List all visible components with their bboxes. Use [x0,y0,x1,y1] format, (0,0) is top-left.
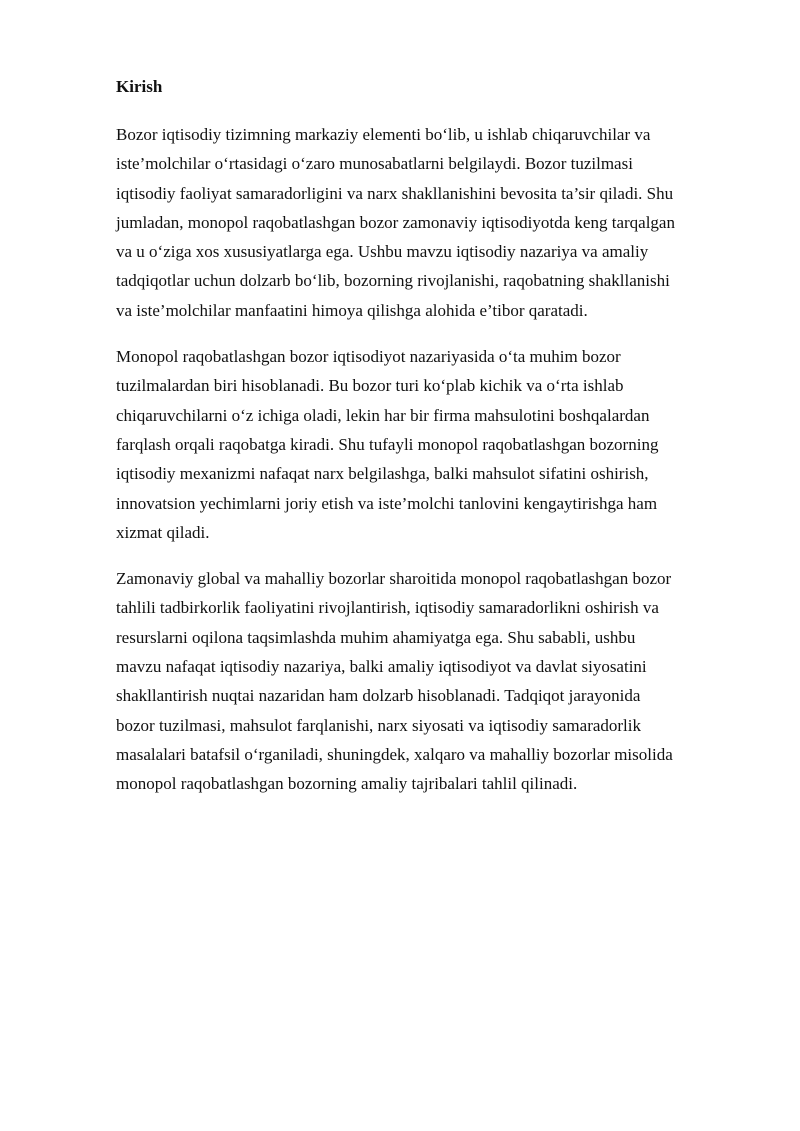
text-line: resurslarni oqilona taqsimlashda muhim ahamiyatga ega. Shu sababli, ushbu [116,627,636,647]
document-body [116,74,736,816]
paragraph-1 [116,120,736,325]
text-line: tahlili tadbirkorlik faoliyatini rivojlantirish, iqtisodiy samaradorlikni oshirish va [116,598,659,618]
text-line: chiqaruvchilarni o‘z ichiga oladi, lekin har bir firma mahsulotini boshqalardan [116,405,650,425]
text-line: tuzilmalardan biri hisoblanadi. Bu bozor turi ko‘plab kichik va o‘rta ishlab [116,376,624,396]
text-line: iste’molchilar o‘rtasidagi o‘zaro munosabatlarni belgilaydi. Bozor tuzilmasi [116,154,633,174]
text-line: innovatsion yechimlarni joriy etish va iste’molchi tanlovini kengaytirishga ham [116,493,658,513]
text-line: masalalari batafsil o‘rganiladi, shuningdek, xalqaro va mahalliy bozorlar misolida [116,744,673,764]
text-line: Monopol raqobatlashgan bozor iqtisodiyot nazariyasida o‘ta muhim bozor [116,347,621,367]
text-line: xizmat qiladi. [116,522,210,542]
paragraph-2 [116,342,736,547]
text-line: monopol raqobatlashgan bozorning amaliy tajribalari tahlil qilinadi. [116,774,578,794]
text-line: va u o‘ziga xos xususiyatlarga ega. Ushbu mavzu iqtisodiy nazariya va amaliy [116,242,649,262]
text-line: bozor tuzilmasi, mahsulot farqlanishi, narx siyosati va iqtisodiy samaradorlik [116,715,642,735]
text-line: iqtisodiy mexanizmi nafaqat narx belgilashga, balki mahsulot sifatini oshirish, [116,464,649,484]
paragraph-3 [116,564,736,798]
text-line: jumladan, monopol raqobatlashgan bozor zamonaviy iqtisodiyotda keng tarqalgan [116,212,675,232]
text-line: va iste’molchilar manfaatini himoya qilishga alohida e’tibor qaratadi. [116,300,588,320]
text-line: shakllantirish nuqtai nazaridan ham dolzarb hisoblanadi. Tadqiqot jarayonida [116,686,641,706]
text-line: mavzu nafaqat iqtisodiy nazariya, balki amaliy iqtisodiyot va davlat siyosatini [116,657,647,677]
section-heading: Kirish [116,77,163,96]
text-line: Bozor iqtisodiy tizimning markaziy elementi bo‘lib, u ishlab chiqaruvchilar va [116,125,651,144]
text-line: iqtisodiy faoliyat samaradorligini va narx shakllanishini bevosita ta’sir qiladi. Shu [116,183,674,203]
text-line: farqlash orqali raqobatga kiradi. Shu tufayli monopol raqobatlashgan bozorning [116,434,659,454]
text-line: Zamonaviy global va mahalliy bozorlar sharoitida monopol raqobatlashgan bozor [116,569,672,589]
text-line: tadqiqotlar uchun dolzarb bo‘lib, bozorning rivojlanishi, raqobatning shakllanishi [116,271,670,291]
